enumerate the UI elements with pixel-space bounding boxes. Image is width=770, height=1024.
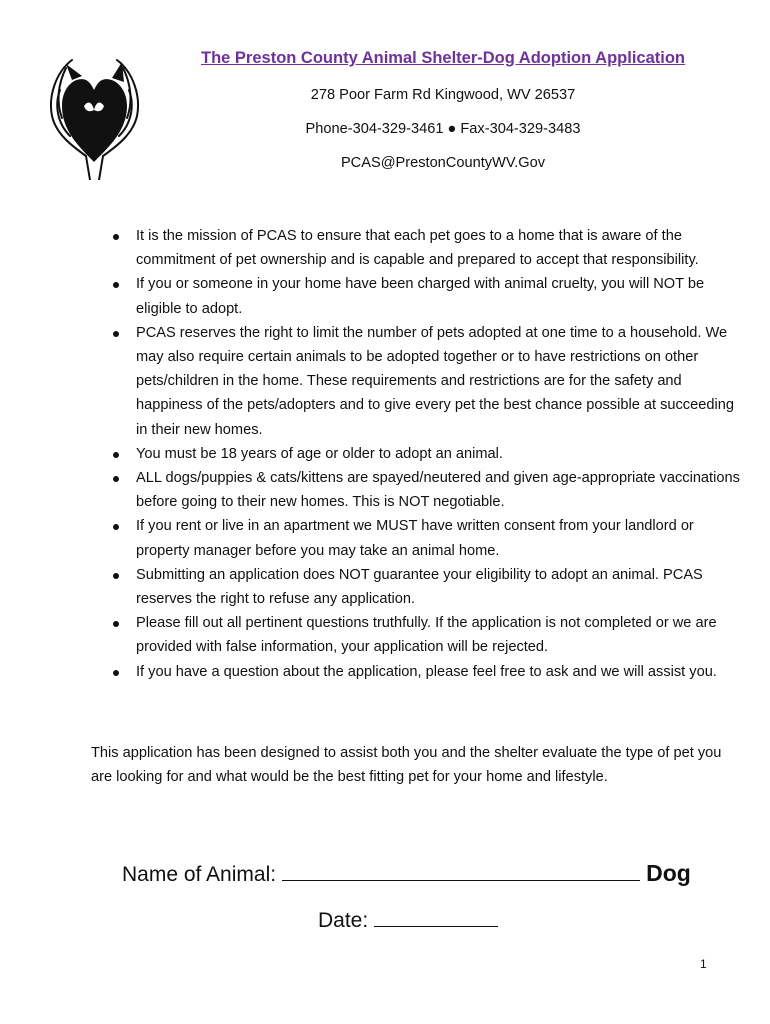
animal-name-label: Name of Animal: [122, 863, 277, 886]
rule-text: If you have a question about the application, please feel free to ask and we will assist you. [136, 663, 717, 680]
rule-text: You must be 18 years of age or older to adopt an animal. [136, 445, 503, 462]
bullet-icon [113, 476, 119, 482]
bullet-icon [113, 621, 119, 627]
page-title: The Preston County Animal Shelter-Dog Adoption Application [201, 49, 685, 67]
bullet-icon [113, 234, 119, 240]
shelter-email: PCAS@PrestonCountyWV.Gov [340, 155, 546, 171]
bullet-icon [113, 331, 119, 337]
bullet-icon [113, 524, 119, 530]
rule-text: ALL dogs/puppies & cats/kittens are spayed/neutered and given age-appropriate vaccinations before going to their new homes. This is NOT negotiable. [136, 470, 740, 511]
list-item [110, 272, 740, 320]
rule-text: If you or someone in your home have been charged with animal cruelty, you will NOT be eligible to adopt. [136, 276, 705, 317]
animal-name-field[interactable] [282, 860, 640, 881]
list-item [110, 466, 740, 514]
bullet-icon [113, 452, 119, 458]
list-item [110, 660, 740, 684]
date-label: Date: [318, 909, 369, 932]
shelter-address: 278 Poor Farm Rd Kingwood, WV 26537 [310, 87, 576, 103]
list-item [110, 224, 740, 272]
list-item [110, 611, 740, 659]
rule-text: If you rent or live in an apartment we MUST have written consent from your landlord or property manager before you may take an animal home. [136, 518, 694, 559]
list-item [110, 514, 740, 562]
date-field[interactable] [374, 906, 498, 927]
rule-text: PCAS reserves the right to limit the number of pets adopted at one time to a household. We may also require certain animals to be adopted together or to have restrictions on other pets/children in the home. These requirements and restrictions are for the safety and happiness of the pets/adopters and to give every pet the best chance possible at succeeding in their new homes. [136, 324, 734, 438]
list-item [110, 442, 740, 466]
rule-text: It is the mission of PCAS to ensure that each pet goes to a home that is aware of the commitment of pet ownership and is capable and prepared to accept that responsibility. [136, 228, 699, 269]
bullet-icon [113, 282, 119, 288]
list-item [110, 321, 740, 442]
rule-text: Submitting an application does NOT guarantee your eligibility to adopt an animal. PCAS reserves the right to refuse any application. [136, 566, 703, 608]
adoption-rules-list [110, 224, 740, 684]
intro-paragraph: This application has been designed to assist both you and the shelter evaluate the type of pet you are looking for and what would be the best fitting pet for your home and lifestyle. [91, 745, 722, 786]
bullet-icon [113, 573, 119, 579]
rule-text: Please fill out all pertinent questions truthfully. If the application is not completed or we are provided with false information, your application will be rejected. [136, 615, 717, 656]
page-number: 1 [700, 957, 707, 971]
shelter-phone-fax: Phone-304-329-3461 ● Fax-304-329-3483 [305, 121, 581, 137]
list-item [110, 563, 740, 611]
animal-name-row [122, 860, 722, 887]
species-label: Dog [646, 860, 691, 886]
date-row [318, 906, 498, 933]
bullet-icon [113, 670, 119, 676]
